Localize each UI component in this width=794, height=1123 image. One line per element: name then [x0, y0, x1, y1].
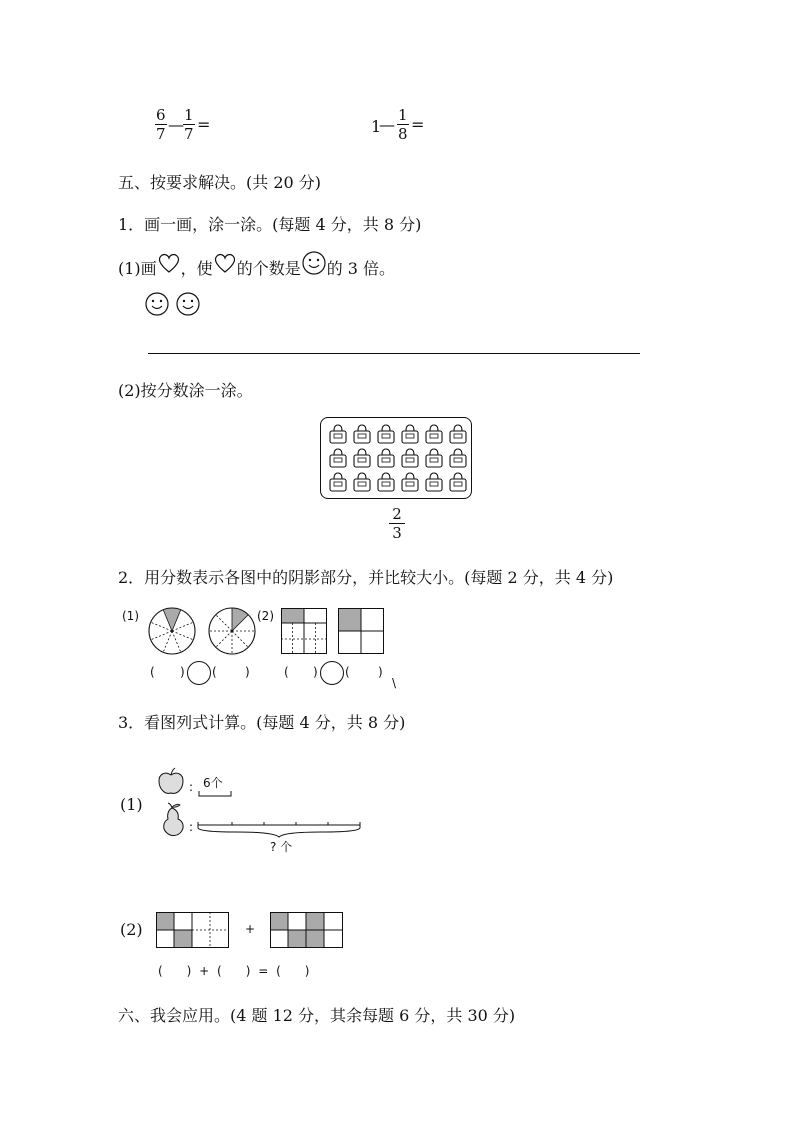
minus-sign: —: [168, 115, 184, 134]
compare-circle-1[interactable]: [187, 661, 211, 685]
paren: ): [313, 665, 318, 679]
rect-grid-2: [270, 912, 344, 948]
bag-icon[interactable]: [354, 449, 370, 467]
answer-line[interactable]: [148, 353, 640, 354]
apple-count: 6个: [203, 776, 223, 790]
smiley-icon: [175, 291, 201, 317]
apple-icon: [156, 767, 186, 797]
shaded-sector: [163, 608, 181, 631]
q3-part2-label: (2): [120, 920, 143, 939]
apple-bar: [198, 790, 232, 798]
smiley-icon: [301, 250, 327, 276]
whole-one: 1: [371, 117, 382, 136]
sector-line: [216, 615, 232, 631]
fraction-6-7: $\frac{6}{7}$: [156, 106, 166, 143]
bag-icon[interactable]: [330, 473, 346, 491]
paren: (: [345, 665, 350, 679]
equals-sign: =: [411, 115, 425, 134]
heart-icon: [157, 252, 181, 274]
q2-label-1: (1): [122, 609, 139, 623]
square-grid-1: [281, 608, 327, 654]
paren: ): [180, 665, 185, 679]
heart-icon: [213, 252, 237, 274]
bag-icon[interactable]: [354, 473, 370, 491]
smiley-icon: [144, 291, 170, 317]
sector-line: [232, 631, 248, 647]
plus-sign: +: [245, 922, 256, 936]
square-grid-2: [338, 608, 384, 654]
fraction-1-8: $\frac{1}{8}$: [398, 106, 408, 143]
pie-chart-2: [208, 607, 256, 655]
q3-part1-label: (1): [120, 795, 143, 814]
section6-title: 六、我会应用。(4 题 12 分，其余每题 6 分，共 30 分): [118, 1006, 516, 1025]
paren: (: [150, 665, 155, 679]
paren: ): [378, 665, 383, 679]
bag-icon[interactable]: [450, 449, 466, 467]
bag-icon[interactable]: [378, 425, 394, 443]
q3-part2-equation[interactable]: ( ) + ( ) = ( ): [158, 964, 310, 978]
colon: :: [189, 820, 194, 834]
bag-icon[interactable]: [450, 473, 466, 491]
q3-title: 3．看图列式计算。(每题 4 分，共 8 分): [118, 713, 406, 732]
bag-icon[interactable]: [450, 425, 466, 443]
section5-title: 五、按要求解决。(共 20 分): [118, 173, 322, 192]
shaded-sector: [232, 608, 248, 631]
pear-icon: [158, 802, 188, 838]
rect-grid-1: [156, 912, 230, 948]
fraction-2-3: $\frac{2}{3}$: [389, 505, 405, 542]
q1-part1: (1)画 ，使 的个数是 的 3 倍。: [118, 256, 395, 279]
pear-count: ? 个: [270, 840, 293, 854]
bag-icon[interactable]: [426, 473, 442, 491]
bag-icon[interactable]: [330, 425, 346, 443]
equals-sign: =: [197, 115, 211, 134]
bag-icon[interactable]: [402, 473, 418, 491]
colon: :: [189, 780, 194, 794]
pie-chart-1: [148, 607, 196, 655]
bag-icon[interactable]: [330, 449, 346, 467]
paren: (: [212, 665, 217, 679]
q1-title: 1．画一画，涂一涂。(每题 4 分，共 8 分): [118, 215, 422, 234]
bag-icon[interactable]: [402, 425, 418, 443]
bag-icon[interactable]: [378, 473, 394, 491]
bag-grid: [321, 418, 471, 498]
fraction-1-7: $\frac{1}{7}$: [184, 106, 194, 143]
bag-icon[interactable]: [378, 449, 394, 467]
sector-line: [216, 631, 232, 647]
paren: ): [245, 665, 250, 679]
bag-icon[interactable]: [426, 425, 442, 443]
bag-icon[interactable]: [402, 449, 418, 467]
bag-icon[interactable]: [354, 425, 370, 443]
q1-part2-label: (2)按分数涂一涂。: [118, 381, 253, 400]
q2-title: 2．用分数表示各图中的阴影部分，并比较大小。(每题 2 分，共 4 分): [118, 568, 614, 587]
paren: (: [284, 665, 289, 679]
q2-label-2: (2): [257, 609, 274, 623]
stray-mark: \: [392, 676, 397, 690]
minus-sign: —: [379, 115, 395, 134]
bag-icon[interactable]: [426, 449, 442, 467]
compare-circle-2[interactable]: [320, 661, 344, 685]
